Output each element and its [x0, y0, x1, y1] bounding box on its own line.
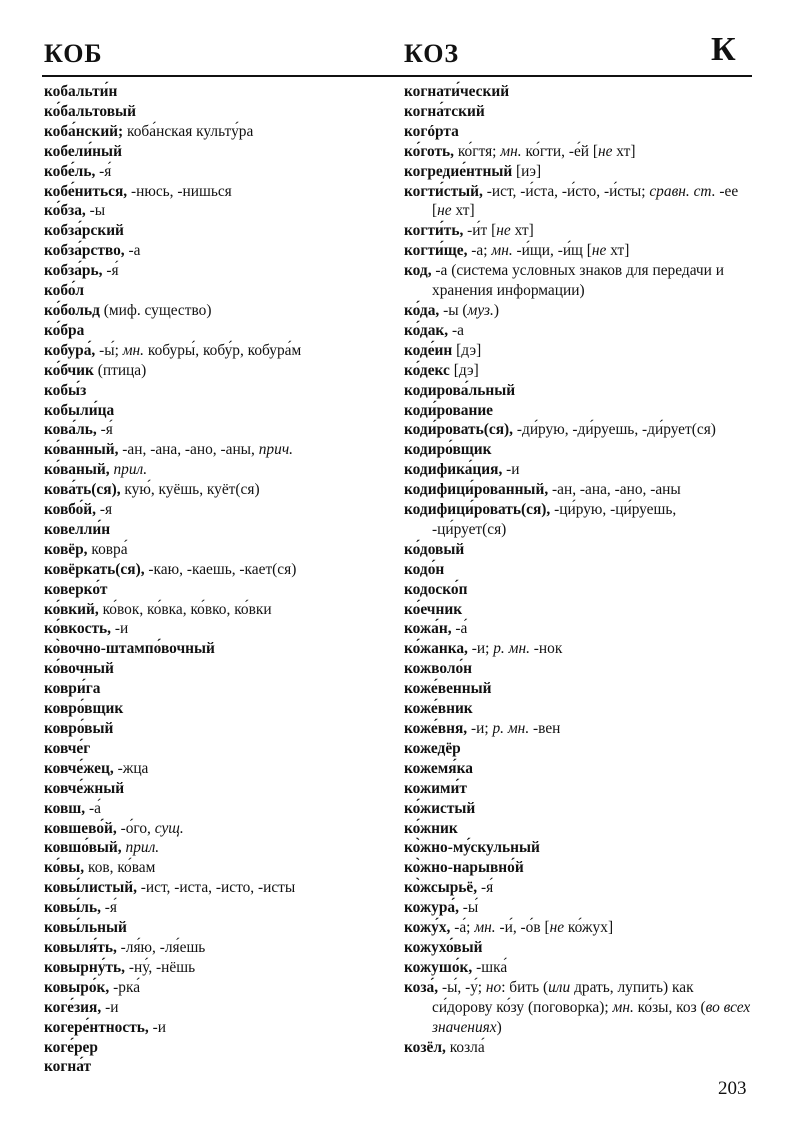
headword: ко́вкий, — [44, 600, 99, 618]
dictionary-entry — [44, 699, 389, 719]
entry-text: -ан, -ана, -ано, -аны — [548, 481, 681, 499]
dictionary-entry — [404, 162, 754, 182]
grammar-label: сравн. ст. — [649, 182, 716, 200]
grammar-label: не — [597, 142, 613, 160]
entry-text: хт] — [451, 202, 475, 220]
headword: когредие́нтный — [404, 162, 513, 180]
dictionary-entry — [404, 440, 754, 460]
dictionary-entry — [44, 779, 389, 799]
headword: ко́ванный, — [44, 441, 119, 459]
entry-text: кую́, куёшь, куёт(ся) — [120, 481, 260, 499]
entry-text: -каю, -каешь, -кает(ся) — [144, 560, 297, 578]
headword: кожволо́н — [404, 660, 473, 678]
headword: ко́вочный — [44, 660, 114, 678]
entry-text: -и — [148, 1018, 166, 1036]
entry-text: -ан, -ана, -ано, -аны, — [118, 441, 259, 459]
dictionary-entry — [404, 838, 754, 858]
dictionary-entry — [44, 739, 389, 759]
entry-text: -ы́, -у́; — [438, 978, 486, 996]
headword: ковы́ль, — [44, 899, 101, 917]
entry-text: -и — [111, 620, 129, 638]
dictionary-entry — [44, 1057, 389, 1077]
headword: коже́вня, — [404, 720, 468, 737]
dictionary-entry — [404, 241, 754, 261]
dictionary-entry — [404, 619, 754, 639]
dictionary-entry — [44, 560, 389, 580]
headword: ковшо́вый, — [44, 839, 122, 857]
dictionary-entry — [404, 639, 754, 659]
headword: код, — [404, 262, 432, 280]
headword: ковро́вщик — [44, 700, 124, 718]
headword: ко́вкость, — [44, 620, 112, 638]
headword: ко́бчик — [44, 361, 94, 379]
headword: кобе́ниться, — [44, 182, 128, 200]
entry-text: ко́гти, -е́й [ — [521, 142, 598, 160]
headword: ковш, — [44, 799, 86, 817]
dictionary-entry — [404, 341, 754, 361]
grammar-label: р. мн. — [492, 720, 530, 737]
dictionary-entry — [44, 142, 389, 162]
headword: ко́бза, — [44, 202, 86, 220]
entry-text: -я — [96, 501, 113, 519]
dictionary-entry — [44, 321, 389, 341]
entry-text: ) — [496, 1018, 502, 1036]
dictionary-entry — [404, 122, 754, 142]
running-head-center: КОЗ — [404, 39, 460, 68]
entry-text: -ы́; — [95, 341, 123, 359]
entry-text: -ы́ — [458, 899, 479, 917]
headword: ковро́вый — [44, 720, 114, 737]
headword: ковбо́й, — [44, 501, 96, 519]
headword: ко̀жсырьё, — [404, 879, 478, 897]
dictionary-entry — [44, 281, 389, 301]
headword: кобе́ль, — [44, 162, 96, 180]
dictionary-entry — [404, 182, 754, 222]
entry-text: ко́вок, ко́вка, ко́вко, ко́вки — [98, 600, 272, 618]
entry-text: хт] — [612, 142, 636, 160]
dictionary-entry — [44, 1038, 389, 1058]
headword: ко́дак, — [404, 321, 449, 339]
dictionary-entry — [404, 779, 754, 799]
dictionary-entry — [44, 341, 389, 361]
headword: ко́довый — [404, 540, 465, 558]
entry-text: ко́зы, коз ( — [633, 998, 706, 1016]
dictionary-entry — [404, 858, 754, 878]
headword: ко́бальтовый — [44, 102, 136, 120]
dictionary-entry — [44, 918, 389, 938]
headword: ко́жник — [404, 819, 458, 837]
grammar-label: не — [549, 919, 565, 937]
dictionary-entry — [44, 619, 389, 639]
headword: ко́ечник — [404, 600, 463, 618]
entry-text: -и́т [ — [463, 222, 497, 240]
headword: кодо́н — [404, 560, 445, 578]
headword: ко́да, — [404, 301, 440, 319]
dictionary-entry — [404, 560, 754, 580]
headword: ковёркать(ся), — [44, 560, 145, 578]
dictionary-entry — [44, 261, 389, 281]
dictionary-entry — [44, 639, 389, 659]
headword: коза́, — [404, 978, 439, 996]
entry-text: -ист, -иста, -исто, -исты — [136, 879, 296, 897]
entry-text: хт] — [606, 242, 630, 260]
dictionary-entry — [44, 580, 389, 600]
dictionary-entry — [404, 719, 754, 739]
headword: ко́бра — [44, 321, 85, 339]
headword: кобза́рский — [44, 222, 124, 240]
dictionary-entry — [44, 600, 389, 620]
headword: кодирова́льный — [404, 381, 516, 399]
grammar-label: мн. — [474, 919, 496, 937]
entry-text: -и — [101, 998, 119, 1016]
headword: кобы́з — [44, 381, 87, 399]
headword: кожура́, — [404, 899, 459, 917]
headword: кобыли́ца — [44, 401, 115, 419]
headword: ковёр, — [44, 540, 88, 558]
entry-text: -я́ — [102, 262, 119, 280]
grammar-label: мн. — [491, 242, 513, 260]
left-column — [44, 82, 389, 1077]
headword: когна́тский — [404, 102, 485, 120]
entry-text: -ну́, -нёшь — [124, 958, 196, 976]
dictionary-entry — [404, 978, 754, 1038]
section-letter: К — [711, 31, 737, 68]
grammar-label: не — [496, 222, 511, 240]
headword: когти́ть, — [404, 222, 464, 240]
headword: коверко́т — [44, 580, 108, 598]
dictionary-entry — [44, 759, 389, 779]
page-number: 203 — [718, 1078, 747, 1099]
dictionary-entry — [44, 201, 389, 221]
headword: ковы́льный — [44, 919, 127, 937]
entry-text: -а́ — [85, 799, 101, 817]
entry-text: коба́нская культу́ра — [123, 122, 254, 140]
dictionary-entry — [44, 719, 389, 739]
headword: кожа́н, — [404, 620, 452, 638]
grammar-label: или — [548, 978, 571, 996]
dictionary-entry — [404, 958, 754, 978]
entry-text: : бить ( — [501, 978, 549, 996]
dictionary-entry — [44, 241, 389, 261]
entry-text: -ист, -и́ста, -и́сто, -и́сты; — [482, 182, 650, 200]
dictionary-entry — [404, 102, 754, 122]
entry-text: -а́ — [451, 620, 468, 638]
headword: коври́га — [44, 680, 101, 698]
dictionary-entry — [404, 361, 754, 381]
dictionary-entry — [44, 82, 389, 102]
headword: кожемя́ка — [404, 759, 473, 777]
headword: когóрта — [404, 122, 459, 140]
entry-text: [дэ] — [449, 361, 479, 379]
dictionary-entry — [404, 221, 754, 241]
dictionary-entry — [44, 361, 389, 381]
dictionary-entry — [404, 580, 754, 600]
headword: кобза́рь, — [44, 262, 103, 280]
dictionary-entry — [44, 301, 389, 321]
dictionary-entry — [404, 500, 754, 540]
entry-text: -вен — [529, 720, 561, 737]
headword: кодоско́п — [404, 580, 468, 598]
entry-text: -а — [448, 321, 464, 339]
dictionary-entry — [44, 1018, 389, 1038]
entry-text: -а — [124, 242, 141, 260]
dictionary-entry — [404, 261, 754, 301]
headword: козёл, — [404, 1038, 446, 1056]
dictionary-entry — [404, 679, 754, 699]
dictionary-entry — [44, 659, 389, 679]
grammar-label: прил. — [125, 839, 160, 857]
headword: коге́рер — [44, 1038, 98, 1056]
dictionary-entry — [404, 460, 754, 480]
dictionary-entry — [404, 480, 754, 500]
headword: кобальти́н — [44, 83, 118, 100]
entry-text: (птица) — [93, 361, 147, 379]
headword: кобза́рство, — [44, 242, 125, 260]
dictionary-entry — [44, 221, 389, 241]
entry-text: -и; — [467, 720, 493, 737]
grammar-label: муз. — [467, 301, 494, 319]
headword: коже́вник — [404, 700, 473, 718]
dictionary-entry — [404, 301, 754, 321]
headword: ковыро́к, — [44, 978, 110, 996]
headword: ко̀жно-му́скульный — [404, 839, 540, 857]
dictionary-entry — [404, 600, 754, 620]
entry-text: -а; — [467, 242, 492, 260]
dictionary-entry — [404, 878, 754, 898]
headword: кодифици́ровать(ся), — [404, 501, 551, 519]
headword: ко́жистый — [404, 799, 476, 817]
dictionary-entry — [44, 520, 389, 540]
headword: ко̀жно-нарывно́й — [404, 859, 524, 877]
headword: ковелли́н — [44, 520, 111, 538]
dictionary-entry — [44, 420, 389, 440]
dictionary-entry — [44, 182, 389, 202]
dictionary-entry — [44, 102, 389, 122]
headword: ко́декс — [404, 361, 450, 379]
dictionary-entry — [44, 838, 389, 858]
headword: ковыля́ть, — [44, 938, 117, 956]
dictionary-entry — [44, 819, 389, 839]
dictionary-entry — [404, 381, 754, 401]
entry-text: ) — [493, 301, 499, 319]
dictionary-entry — [404, 82, 754, 102]
entry-text: [дэ] — [452, 341, 482, 359]
headword: когти́стый, — [404, 182, 483, 200]
grammar-label: прич. — [258, 441, 294, 459]
headword: кобо́л — [44, 282, 84, 300]
headword: когти́ще, — [404, 242, 468, 260]
entry-text: -нок — [529, 640, 563, 658]
headword: кова́ть(ся), — [44, 481, 121, 499]
entry-text: -я́ — [100, 899, 117, 917]
dictionary-entry — [404, 321, 754, 341]
dictionary-entry — [404, 540, 754, 560]
dictionary-entry — [44, 799, 389, 819]
dictionary-entry — [404, 401, 754, 421]
headword: кова́ль, — [44, 421, 97, 439]
grammar-label: прил. — [113, 461, 148, 479]
grammar-label: сущ. — [154, 819, 184, 837]
entry-text: -ди́рую, -ди́руешь, -ди́рует(ся) — [513, 421, 716, 439]
headword: ковче́жный — [44, 779, 125, 797]
entry-text: -и — [502, 461, 520, 479]
dictionary-entry — [44, 958, 389, 978]
dictionary-entry — [404, 420, 754, 440]
entry-text: (миф. существо) — [99, 301, 212, 319]
dictionary-entry — [404, 739, 754, 759]
entry-text: -ля́ю, -ля́ешь — [116, 938, 206, 956]
dictionary-entry — [404, 1038, 754, 1058]
grammar-label: мн. — [612, 998, 634, 1016]
headword: кожушо́к, — [404, 958, 473, 976]
headword: коде́ин — [404, 341, 453, 359]
headword: ковче́г — [44, 739, 91, 757]
grammar-label: не — [437, 202, 452, 220]
entry-text: драть, лупить) как си́дорову ко́зу (поговорка); — [432, 978, 694, 1016]
headword: ковче́жец, — [44, 759, 114, 777]
headword: ковшево́й, — [44, 819, 117, 837]
headword: кодифика́ция, — [404, 461, 503, 479]
entry-text: -а (система условных знаков для передачи и хранения информации) — [431, 262, 724, 300]
headword: кожухо́вый — [404, 938, 483, 956]
header-rule — [42, 75, 752, 77]
entry-text: кобуры́, кобу́р, кобура́м — [144, 341, 302, 359]
headword: ко̀вочно-штампо́вочный — [44, 640, 215, 658]
headword: ко́ваный, — [44, 461, 110, 479]
entry-text: -ы — [85, 202, 106, 220]
dictionary-entry — [44, 162, 389, 182]
headword: коба́нский; — [44, 122, 124, 140]
headword: ковы́листый, — [44, 879, 137, 897]
headword: коже́венный — [404, 680, 492, 698]
headword: кожедёр — [404, 739, 461, 757]
dictionary-entry — [44, 401, 389, 421]
dictionary-entry — [44, 381, 389, 401]
headword: ко́жанка, — [404, 640, 468, 658]
entry-text: -я́ — [477, 879, 494, 897]
entry-text: -и; — [467, 640, 494, 658]
headword: когере́нтность, — [44, 1018, 149, 1036]
headword: кодифици́рованный, — [404, 481, 549, 499]
entry-text: -рка́ — [109, 978, 141, 996]
entry-text: -и́щи, -и́щ [ — [512, 242, 592, 260]
right-column — [404, 82, 754, 1057]
headword: когна́т — [44, 1058, 92, 1076]
headword: ко́больд — [44, 301, 100, 319]
dictionary-entry — [404, 699, 754, 719]
headword: ко́готь, — [404, 142, 455, 160]
dictionary-entry — [44, 122, 389, 142]
dictionary-entry — [404, 659, 754, 679]
dictionary-entry — [44, 480, 389, 500]
headword: коди́рование — [404, 401, 494, 419]
entry-text: -ее [ — [432, 182, 739, 220]
dictionary-entry — [44, 878, 389, 898]
dictionary-entry — [404, 938, 754, 958]
grammar-label: не — [591, 242, 607, 260]
entry-text: -шка́ — [472, 958, 508, 976]
entry-text: [иэ] — [512, 162, 542, 180]
headword: когнати́ческий — [404, 83, 510, 100]
headword: кобура́, — [44, 341, 96, 359]
entry-text: -и́, -о́в [ — [495, 919, 550, 937]
entry-text: ко́жух] — [564, 919, 614, 937]
dictionary-entry — [404, 759, 754, 779]
grammar-label: во всех значениях — [432, 998, 751, 1036]
entry-text: ковра́ — [87, 540, 128, 558]
running-head-left: КОБ — [44, 39, 103, 68]
dictionary-entry — [44, 898, 389, 918]
entry-text: ков, ко́вам — [84, 859, 156, 877]
entry-text: -ци́рую, -ци́руешь, -ци́рует(ся) — [432, 501, 677, 538]
grammar-label: но — [485, 978, 502, 996]
dictionary-entry — [404, 799, 754, 819]
entry-text: -я́ — [95, 162, 112, 180]
entry-text: -нюсь, -нишься — [127, 182, 232, 200]
dictionary-entry — [44, 500, 389, 520]
dictionary-entry — [44, 460, 389, 480]
dictionary-entry — [404, 142, 754, 162]
entry-text: -я́ — [96, 421, 113, 439]
dictionary-entry — [44, 998, 389, 1018]
grammar-label: мн. — [122, 341, 145, 359]
entry-text: ко́гтя; — [454, 142, 501, 160]
dictionary-entry — [44, 540, 389, 560]
entry-text: -о́го, — [116, 819, 155, 837]
headword: коди́ровать(ся), — [404, 421, 514, 439]
dictionary-entry — [404, 898, 754, 918]
dictionary-entry — [44, 858, 389, 878]
dictionary-entry — [404, 918, 754, 938]
dictionary-entry — [44, 440, 389, 460]
headword: коге́зия, — [44, 998, 102, 1016]
dictionary-entry — [44, 679, 389, 699]
entry-text: хт] — [510, 222, 534, 240]
headword: кобели́ный — [44, 142, 122, 160]
headword: ковырну́ть, — [44, 958, 125, 976]
grammar-label: р. мн. — [493, 640, 530, 658]
dictionary-entry — [44, 938, 389, 958]
headword: ко́вы, — [44, 859, 85, 877]
grammar-label: мн. — [500, 142, 522, 160]
entry-text: -ы ( — [439, 301, 468, 319]
entry-text: козла́ — [445, 1038, 485, 1056]
entry-text: -а́; — [450, 919, 475, 937]
dictionary-entry — [404, 819, 754, 839]
headword: кожу́х, — [404, 919, 451, 937]
entry-text: -жца — [113, 759, 149, 777]
dictionary-entry — [44, 978, 389, 998]
headword: кодиро́вщик — [404, 441, 492, 459]
headword: кожими́т — [404, 779, 467, 797]
